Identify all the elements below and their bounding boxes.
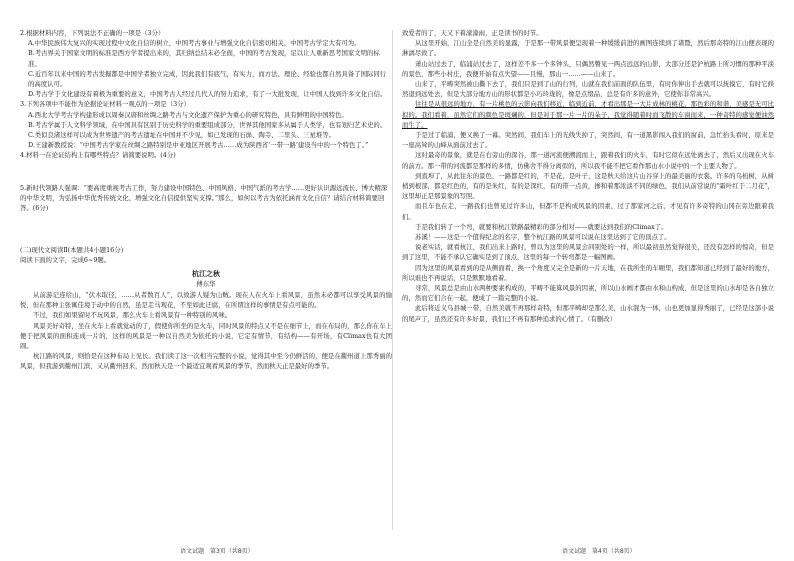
essay-paragraph: 不过，我们如果留时不玩风景，那么火车上看风景有一种特别的风味。 (33, 311, 232, 320)
question-3-option-d: D.王建新教授说：“中国考古学家在丝绸之路特别是中亚地区开展考古……成为陕西省‘一带一路’建设当中的一个特色了。” (28, 141, 369, 150)
question-2-option-d: D.考古学于文化建设有着极为重要的意义，中国考古人经过几代人的努力追求，有了一大批发现，让中国人找到许多文化自信。 (28, 90, 387, 99)
essay-paragraph: 杭江路的风景，则恰是在这种布局上见长。我们读了这一次相当完整的小说，觉得其中至今仍鲜活的，便是在衢州道上那秀丽的风景，但我游到衢州江滨，又从衢州回来，然而秋天是一个最适宜观看风景的季节，然而秋天正是最好的季节。 (20, 352, 392, 371)
page-4 (402, 28, 774, 324)
essay-paragraph: 此后将近义乌县城一带，自然美就不再那样奇特，但那平畴却是那么美，山水混为一体，山也更加显得秀丽了，已经是这部小说的尾声了，虽然还有许多好景，我们已不再有那种追求的心情了。（有删改） (402, 304, 774, 323)
page-footer-right: 语文试题 第4页（共8页） (562, 548, 636, 555)
answer-space (20, 213, 392, 243)
essay-paragraph: 从前游记连给山，“伏木取径，……从者数百人”，以致游人疑为山贼。现在人在火车上看风景，虽然未必都可以享受风景的愉悦，但在那种主张寓佳境于动中的自然，虽是走马观花，不至如此迂腐，在所谓这样的事情是有点可能的。 (20, 291, 392, 310)
question-4: 4.材料一在论证结构上有哪些特点？请简要说明。(4分) (20, 151, 176, 160)
answer-space (20, 161, 392, 183)
question-2-option-a: A.中华民族伟大复兴的实现过程中文化自信的树立，中国考古事业与增强文化自信密切相关，中国考古学定大有可为。 (28, 39, 361, 48)
question-3-option-b: B.考古学属于人文科学领域，在中国具有区别于历史科学的重要组成部分，世界其他国家多从属于人类学，也有划归艺术史的。 (28, 120, 387, 129)
essay-paragraph: 萧山站过去了，临浦站过去了，这样差不多一个多钟头，只偶然瞥见一两点远远的山影，大部分还是沪杭路上所习惯的那种平淡的景色，那些小村庄，我便开始有点失望——且慢，那山一……——山来了。 (402, 59, 774, 78)
essay-paragraph: 这时最奇的景象，就是在右旁山的深谷，那一道河流便溯流而上，跟着我们的火车，有时它似在远处离去了，然后又出现在火车的前方。那一带的河流都是那样的多情，仿佛舍不得分离似的，所以我不能不把它看作那山水小说中的一个主要人物了。 (402, 151, 774, 170)
essay-paragraph: 从这里开始，江山全是自然美的显露，于是那一带风景便呈现着一种缓缓前进的画图连续到了诸暨，然后那奇特的江山便表现的淋漓尽致了。 (402, 39, 774, 58)
essay-paragraph: 致爱者的了，天又下着濛濛雨，正是读书的时节。 (402, 29, 543, 37)
essay-paragraph: 寻常，风景总是由山水两种要素构成的，平畴不能算风景的因素，所以山水画才都由水和山构成，但是这里的山水却是各自独立的，然而它们合在一起，便成了一篇完整的小说。 (402, 284, 774, 303)
question-2-option-b: B.考古界关于国家文明的标准是西方学者提出来的，其归纳总结未必全面，中国的考古发现，足以让人重新思考国家文明的标准。 (28, 49, 380, 68)
page-3 (20, 28, 392, 372)
question-3-option-a: A.西北大学考古学构建形成以周秦汉唐和丝绸之路考古与文化遗产保护为重心的研究特色，具有鲜明的中国特色。 (28, 110, 348, 119)
essay-paragraph: 山来了，平畴突然被山撕下去了，我们只是到了山的行列，山就在我们前面的队伍里，有时你伸出手去就可以抚摸它，有时它倏然退到远处去，但是大部分地方山的形状都是小巧玲珑的，像是点缀品，总是有许多的意外，它使你非常高兴。 (402, 80, 774, 99)
section-heading: (二)现代文阅读Ⅱ(本题共4小题16分) (20, 246, 124, 255)
essay-paragraph: 于是过了临浦，便又换了一幕。突然间，我们车上的光线失掉了，突然间，有一道黑影闯入我们的窗前，急忙抬头看时，原来是一座高耸的山峰从面前过去了。 (402, 131, 774, 150)
essay-paragraph: 说老实话，就看杭江，我们出来上路时，曾以为这里的风景会同别处的一样，所以最初虽然觉得很美，还没有怎样的惊奇，但是到了这里，不能不承认它确实是到了顶点，这里的每一个转弯都是一幅图画。 (402, 243, 774, 262)
column-divider (392, 30, 393, 530)
essay-paragraph: 风景美好奇特，坐在火车上看就觉动的了，假使你所坐的是火车，同时风景的特点又不是在细节上，而在布局的，那么你在车上便于把风景的面积连成一片的，这样的风景是一种以自然美为依托的小说，它定有情节，有结构——有开场，有Climax也有大团圆。 (20, 321, 392, 351)
essay-paragraph: 而且车也在走，一路我们也曾见过许多山，但都不是构成风景的因素，过了那家河之后，才见有许多奇特的山冈在旁边跟着我们。 (402, 202, 774, 221)
essay-author: 傅东华 (196, 279, 216, 288)
essay-title: 杭江之秋 (192, 268, 220, 278)
essay-paragraph: 于是我们转了一个弯，就要和杭江铁路最精彩的部分相对——就要达到我们的Climax了。 (415, 222, 668, 231)
essay-paragraph: 因为这里的风景看到的是从侧面看，换一个角度又完全是新的一片天地，在我所坐的车厢里，我们都知道已经到了最好的地方，所以谁也不再说话，只是默默地看着。 (402, 263, 774, 282)
question-2-option-c: C.近百年以来中国的考古发掘都是中国学者独立完成，因此我们有底气，有实力，而方法、理论、经验也都自然具备了国际同行的高度认可。 (28, 69, 387, 89)
section-instructions: 阅读下面的文字，完成6~9题。 (20, 256, 111, 265)
question-3-option-c: C.类似良渚这样可以成为世界遗产的考古遗址在中国并不少见，如已发现的石峁、陶寺、二里头、三星堆等。 (28, 131, 336, 140)
question-5: 5.新时代领路人强调：“要高度重视考古工作，努力建设中国特色、中国风格、中国气派的考古学……更好认识源远流长、博大精深的中华文明，为弘扬中华优秀传统文化、增强文化自信提供坚实支撑。”那么，如何以考古为依托涵育文化自信？请结合材料简要回答。(6分) (20, 183, 388, 213)
essay-paragraph: 苏溪！——这是一个值得纪念的名字，整个杭江路的风景可以说在这里达到了它的顶点了。 (415, 233, 671, 242)
question-2-stem: 2.根据材料内容，下列说法不正确的一项是（3分） (20, 29, 165, 37)
underlined-passage: 往往是从很远的地方，有一片桃色的云影向我们移近，临到近前，才看出那是一大片成林的桃花，那色彩的和谐，美感是无可比拟的。我们看着，虽然它们的颜色是斑斓的，但是对于那一片一片的朵子，我觉得随着时而飞散的车窗而来，一种奇特的感觉便油然而生了。 (402, 100, 774, 129)
question-3-stem: 3.下列各项中不能作为论据论证材料一观点的一项是（3分） (20, 100, 190, 109)
page-footer-left: 语文试题 第3页（共8页） (180, 548, 254, 555)
essay-paragraph: 到直埠了，从此往东的景色，一路都是红的，不是花，是叶子，这是秋天给这片山谷穿上的最美丽的衣裳。许多的乌桕树，从树梢到根部，都是红色的，有的是朱红，有的是深红，有的带一点黄，掺和着那浓淡不同的绿色，我们从前常说的“霜叶红于二月花”，这里却正是那景象的写照。 (402, 171, 774, 201)
